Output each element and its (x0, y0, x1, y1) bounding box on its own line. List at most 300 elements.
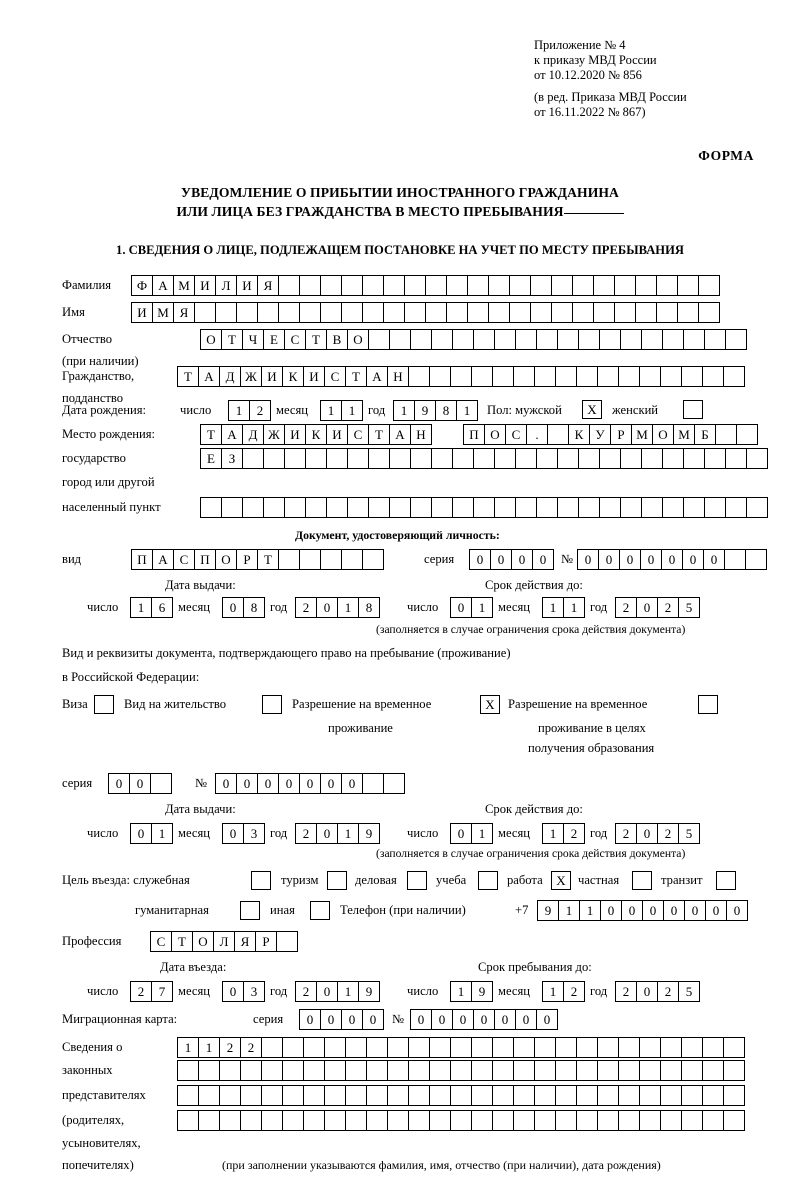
cell[interactable] (639, 1037, 661, 1058)
cell[interactable] (597, 1110, 619, 1131)
checkbox-purpose-study[interactable] (478, 871, 498, 890)
cell[interactable] (660, 1110, 682, 1131)
cell[interactable]: 0 (511, 549, 533, 570)
cell[interactable]: 0 (108, 773, 130, 794)
cell[interactable]: С (173, 549, 195, 570)
cell[interactable] (219, 1085, 241, 1106)
cell[interactable]: К (568, 424, 590, 445)
cell[interactable]: 1 (177, 1037, 199, 1058)
field-doc-issue-year[interactable] (295, 597, 379, 618)
cell[interactable]: 9 (414, 400, 436, 421)
checkbox-purpose-humanitarian[interactable] (240, 901, 260, 920)
cell[interactable]: 0 (490, 549, 512, 570)
cell[interactable] (576, 366, 598, 387)
cell[interactable]: А (389, 424, 411, 445)
cell[interactable]: 0 (222, 823, 244, 844)
cell[interactable] (536, 329, 558, 350)
field-perm-number[interactable] (215, 773, 404, 794)
cell[interactable] (515, 497, 537, 518)
field-perm-issue-day[interactable] (130, 823, 172, 844)
cell[interactable] (578, 448, 600, 469)
cell[interactable]: 0 (642, 900, 664, 921)
cell[interactable] (408, 366, 430, 387)
cell[interactable] (242, 497, 264, 518)
cell[interactable]: Т (171, 931, 193, 952)
cell[interactable] (639, 1110, 661, 1131)
cell[interactable]: 2 (240, 1037, 262, 1058)
cell[interactable]: Р (236, 549, 258, 570)
cell[interactable] (341, 302, 363, 323)
cell[interactable]: 0 (299, 773, 321, 794)
cell[interactable] (704, 497, 726, 518)
cell[interactable]: 0 (450, 823, 472, 844)
cell[interactable] (366, 1037, 388, 1058)
cell[interactable]: 0 (222, 597, 244, 618)
cell[interactable]: 1 (337, 981, 359, 1002)
cell[interactable]: 2 (615, 981, 637, 1002)
cell[interactable]: 2 (563, 823, 585, 844)
cell[interactable] (683, 497, 705, 518)
cell[interactable] (452, 497, 474, 518)
cell[interactable]: 8 (243, 597, 265, 618)
field-doc-valid-day[interactable] (450, 597, 492, 618)
cell[interactable]: П (194, 549, 216, 570)
cell[interactable]: О (192, 931, 214, 952)
cell[interactable]: 1 (337, 597, 359, 618)
cell[interactable] (494, 497, 516, 518)
cell[interactable] (746, 497, 768, 518)
field-doc-kind[interactable] (131, 549, 383, 570)
cell[interactable] (593, 275, 615, 296)
cell[interactable]: М (673, 424, 695, 445)
cell[interactable]: И (194, 275, 216, 296)
cell[interactable] (715, 424, 737, 445)
cell[interactable]: 6 (151, 597, 173, 618)
cell[interactable]: С (347, 424, 369, 445)
cell[interactable] (410, 329, 432, 350)
cell[interactable]: 0 (515, 1009, 537, 1030)
checkbox-temp-residence[interactable]: X (480, 695, 500, 714)
cell[interactable] (725, 497, 747, 518)
cell[interactable]: 0 (341, 773, 363, 794)
checkbox-purpose-work[interactable]: X (551, 871, 571, 890)
cell[interactable]: Р (610, 424, 632, 445)
cell[interactable] (177, 1085, 199, 1106)
cell[interactable] (555, 1037, 577, 1058)
cell[interactable]: 7 (151, 981, 173, 1002)
cell[interactable]: 5 (678, 823, 700, 844)
cell[interactable] (471, 1060, 493, 1081)
cell[interactable]: З (221, 448, 243, 469)
cell[interactable]: С (284, 329, 306, 350)
cell[interactable]: 0 (600, 900, 622, 921)
cell[interactable] (326, 497, 348, 518)
cell[interactable] (660, 1037, 682, 1058)
cell[interactable]: 0 (532, 549, 554, 570)
cell[interactable] (276, 931, 298, 952)
cell[interactable]: Т (200, 424, 222, 445)
cell[interactable] (198, 1060, 220, 1081)
cell[interactable] (425, 275, 447, 296)
cell[interactable] (320, 549, 342, 570)
cell[interactable] (635, 275, 657, 296)
cell[interactable]: С (505, 424, 527, 445)
cell[interactable] (555, 1085, 577, 1106)
field-perm-valid-year[interactable] (615, 823, 699, 844)
cell[interactable] (261, 1110, 283, 1131)
cell[interactable] (641, 448, 663, 469)
cell[interactable] (681, 1037, 703, 1058)
cell[interactable]: Ж (240, 366, 262, 387)
cell[interactable] (410, 448, 432, 469)
cell[interactable]: 0 (320, 1009, 342, 1030)
cell[interactable] (656, 275, 678, 296)
cell[interactable] (467, 302, 489, 323)
cell[interactable]: О (200, 329, 222, 350)
cell[interactable] (303, 1085, 325, 1106)
cell[interactable]: 0 (682, 549, 704, 570)
cell[interactable] (362, 302, 384, 323)
cell[interactable]: 2 (657, 823, 679, 844)
cell[interactable] (194, 302, 216, 323)
cell[interactable] (383, 275, 405, 296)
field-perm-series[interactable] (108, 773, 171, 794)
cell[interactable]: О (215, 549, 237, 570)
cell[interactable]: 0 (431, 1009, 453, 1030)
cell[interactable] (387, 1060, 409, 1081)
cell[interactable]: 2 (295, 823, 317, 844)
cell[interactable] (704, 448, 726, 469)
cell[interactable] (641, 329, 663, 350)
cell[interactable]: 0 (215, 773, 237, 794)
cell[interactable]: К (305, 424, 327, 445)
cell[interactable] (383, 773, 405, 794)
cell[interactable]: 1 (228, 400, 250, 421)
cell[interactable]: 0 (316, 597, 338, 618)
cell[interactable] (429, 1110, 451, 1131)
cell[interactable] (282, 1060, 304, 1081)
cell[interactable] (278, 302, 300, 323)
cell[interactable] (389, 329, 411, 350)
field-profession[interactable] (150, 931, 297, 952)
cell[interactable] (429, 366, 451, 387)
field-entry-day[interactable] (130, 981, 172, 1002)
cell[interactable] (515, 329, 537, 350)
cell[interactable]: Д (242, 424, 264, 445)
cell[interactable] (736, 424, 758, 445)
cell[interactable] (618, 1085, 640, 1106)
checkbox-visa[interactable] (94, 695, 114, 714)
cell[interactable] (366, 1110, 388, 1131)
cell[interactable] (408, 1037, 430, 1058)
cell[interactable]: 8 (358, 597, 380, 618)
cell[interactable] (366, 1085, 388, 1106)
cell[interactable]: 1 (542, 981, 564, 1002)
cell[interactable] (572, 302, 594, 323)
cell[interactable] (536, 448, 558, 469)
cell[interactable] (387, 1085, 409, 1106)
cell[interactable] (723, 1037, 745, 1058)
cell[interactable]: 2 (295, 981, 317, 1002)
cell[interactable]: Д (219, 366, 241, 387)
cell[interactable] (345, 1037, 367, 1058)
cell[interactable] (597, 1037, 619, 1058)
cell[interactable] (488, 275, 510, 296)
cell[interactable] (723, 1110, 745, 1131)
cell[interactable] (471, 1085, 493, 1106)
cell[interactable] (347, 497, 369, 518)
cell[interactable] (578, 329, 600, 350)
cell[interactable] (534, 1085, 556, 1106)
cell[interactable] (324, 1110, 346, 1131)
cell[interactable] (177, 1060, 199, 1081)
cell[interactable] (221, 497, 243, 518)
cell[interactable] (618, 1037, 640, 1058)
cell[interactable]: 1 (471, 823, 493, 844)
cell[interactable]: 0 (536, 1009, 558, 1030)
field-doc-issue-day[interactable] (130, 597, 172, 618)
field-doc-issue-month[interactable] (222, 597, 264, 618)
cell[interactable] (404, 275, 426, 296)
cell[interactable] (450, 1060, 472, 1081)
cell[interactable]: 9 (358, 823, 380, 844)
cell[interactable]: А (152, 275, 174, 296)
cell[interactable]: 0 (320, 773, 342, 794)
cell[interactable]: 2 (563, 981, 585, 1002)
cell[interactable]: 2 (219, 1037, 241, 1058)
cell[interactable]: 2 (657, 597, 679, 618)
cell[interactable]: С (150, 931, 172, 952)
field-mig-number[interactable] (410, 1009, 557, 1030)
cell[interactable]: 2 (249, 400, 271, 421)
field-birth-month[interactable] (320, 400, 362, 421)
cell[interactable] (471, 1037, 493, 1058)
cell[interactable] (494, 448, 516, 469)
cell[interactable]: 0 (410, 1009, 432, 1030)
cell[interactable]: П (463, 424, 485, 445)
cell[interactable] (198, 1085, 220, 1106)
cell[interactable] (492, 1085, 514, 1106)
cell[interactable] (261, 1085, 283, 1106)
field-perm-issue-month[interactable] (222, 823, 264, 844)
cell[interactable] (513, 366, 535, 387)
cell[interactable]: 1 (542, 823, 564, 844)
cell[interactable]: О (484, 424, 506, 445)
cell[interactable] (320, 275, 342, 296)
cell[interactable] (284, 448, 306, 469)
checkbox-edu-residence[interactable] (698, 695, 718, 714)
cell[interactable] (492, 1060, 514, 1081)
cell[interactable] (599, 497, 621, 518)
cell[interactable] (662, 448, 684, 469)
cell[interactable]: Л (213, 931, 235, 952)
cell[interactable]: 0 (703, 549, 725, 570)
cell[interactable]: К (282, 366, 304, 387)
field-birth-year[interactable] (393, 400, 477, 421)
cell[interactable] (242, 448, 264, 469)
cell[interactable] (639, 366, 661, 387)
cell[interactable] (494, 329, 516, 350)
cell[interactable] (681, 1085, 703, 1106)
cell[interactable] (452, 329, 474, 350)
cell[interactable] (303, 1060, 325, 1081)
cell[interactable]: М (631, 424, 653, 445)
cell[interactable] (345, 1110, 367, 1131)
cell[interactable] (597, 366, 619, 387)
cell[interactable] (681, 366, 703, 387)
cell[interactable] (620, 497, 642, 518)
cell[interactable] (429, 1085, 451, 1106)
cell[interactable]: 0 (577, 549, 599, 570)
field-doc-number[interactable] (577, 549, 766, 570)
cell[interactable] (746, 448, 768, 469)
cell[interactable] (620, 329, 642, 350)
field-doc-valid-month[interactable] (542, 597, 584, 618)
cell[interactable] (557, 497, 579, 518)
cell[interactable] (366, 1060, 388, 1081)
cell[interactable]: 1 (341, 400, 363, 421)
cell[interactable] (345, 1085, 367, 1106)
cell[interactable] (698, 275, 720, 296)
cell[interactable] (597, 1060, 619, 1081)
cell[interactable] (660, 1085, 682, 1106)
cell[interactable] (513, 1110, 535, 1131)
cell[interactable]: 0 (316, 823, 338, 844)
field-stay-year[interactable] (615, 981, 699, 1002)
cell[interactable] (467, 275, 489, 296)
cell[interactable] (547, 424, 569, 445)
cell[interactable] (362, 275, 384, 296)
cell[interactable] (368, 329, 390, 350)
cell[interactable] (450, 1037, 472, 1058)
cell[interactable] (620, 448, 642, 469)
cell[interactable]: 0 (663, 900, 685, 921)
cell[interactable]: О (652, 424, 674, 445)
cell[interactable] (576, 1060, 598, 1081)
cell[interactable] (431, 448, 453, 469)
cell[interactable] (492, 1110, 514, 1131)
field-birth-city-row3[interactable] (200, 497, 767, 518)
cell[interactable]: 1 (456, 400, 478, 421)
cell[interactable] (683, 448, 705, 469)
field-patronymic[interactable] (200, 329, 746, 350)
cell[interactable] (639, 1060, 661, 1081)
cell[interactable]: 0 (362, 1009, 384, 1030)
cell[interactable] (282, 1085, 304, 1106)
cell[interactable] (723, 366, 745, 387)
cell[interactable]: Р (255, 931, 277, 952)
cell[interactable] (473, 497, 495, 518)
cell[interactable]: 9 (358, 981, 380, 1002)
cell[interactable]: Ч (242, 329, 264, 350)
cell[interactable]: Е (200, 448, 222, 469)
cell[interactable]: Т (368, 424, 390, 445)
cell[interactable]: 0 (705, 900, 727, 921)
cell[interactable] (551, 302, 573, 323)
field-birth-state[interactable] (200, 424, 431, 445)
cell[interactable] (341, 549, 363, 570)
cell[interactable] (677, 275, 699, 296)
cell[interactable] (263, 497, 285, 518)
cell[interactable] (509, 275, 531, 296)
cell[interactable] (200, 497, 222, 518)
cell[interactable] (278, 275, 300, 296)
cell[interactable] (492, 366, 514, 387)
cell[interactable] (578, 497, 600, 518)
cell[interactable] (515, 448, 537, 469)
cell[interactable] (576, 1085, 598, 1106)
cell[interactable] (303, 1037, 325, 1058)
cell[interactable]: 1 (393, 400, 415, 421)
cell[interactable] (660, 366, 682, 387)
cell[interactable] (278, 549, 300, 570)
cell[interactable]: 2 (295, 597, 317, 618)
cell[interactable]: И (236, 275, 258, 296)
cell[interactable] (702, 1037, 724, 1058)
cell[interactable] (614, 275, 636, 296)
cell[interactable]: О (347, 329, 369, 350)
cell[interactable]: 0 (726, 900, 748, 921)
cell[interactable] (431, 329, 453, 350)
cell[interactable] (681, 1060, 703, 1081)
cell[interactable]: Т (221, 329, 243, 350)
cell[interactable]: П (131, 549, 153, 570)
cell[interactable] (387, 1037, 409, 1058)
cell[interactable] (534, 1060, 556, 1081)
cell[interactable] (530, 275, 552, 296)
cell[interactable] (702, 1060, 724, 1081)
cell[interactable]: А (152, 549, 174, 570)
cell[interactable] (473, 329, 495, 350)
cell[interactable]: 0 (222, 981, 244, 1002)
cell[interactable] (257, 302, 279, 323)
cell[interactable] (597, 1085, 619, 1106)
cell[interactable] (450, 366, 472, 387)
cell[interactable] (656, 302, 678, 323)
cell[interactable] (536, 497, 558, 518)
cell[interactable]: 0 (257, 773, 279, 794)
cell[interactable] (618, 1110, 640, 1131)
cell[interactable] (576, 1037, 598, 1058)
cell[interactable]: Ж (263, 424, 285, 445)
cell[interactable]: И (131, 302, 153, 323)
cell[interactable]: 0 (341, 1009, 363, 1030)
cell[interactable]: 0 (299, 1009, 321, 1030)
cell[interactable] (555, 1060, 577, 1081)
field-birth-city-row1[interactable] (463, 424, 757, 445)
field-birth-city-row2[interactable] (200, 448, 767, 469)
field-birth-day[interactable] (228, 400, 270, 421)
cell[interactable]: 2 (615, 597, 637, 618)
cell[interactable]: А (198, 366, 220, 387)
cell[interactable]: Я (234, 931, 256, 952)
cell[interactable] (389, 497, 411, 518)
cell[interactable]: 0 (636, 597, 658, 618)
cell[interactable]: М (173, 275, 195, 296)
cell[interactable] (410, 497, 432, 518)
cell[interactable] (383, 302, 405, 323)
cell[interactable]: 0 (469, 549, 491, 570)
cell[interactable] (324, 1060, 346, 1081)
cell[interactable] (557, 329, 579, 350)
cell[interactable]: 0 (621, 900, 643, 921)
cell[interactable] (513, 1037, 535, 1058)
field-stay-month[interactable] (542, 981, 584, 1002)
cell[interactable] (299, 549, 321, 570)
cell[interactable]: 0 (236, 773, 258, 794)
checkbox-purpose-other[interactable] (310, 901, 330, 920)
cell[interactable] (509, 302, 531, 323)
